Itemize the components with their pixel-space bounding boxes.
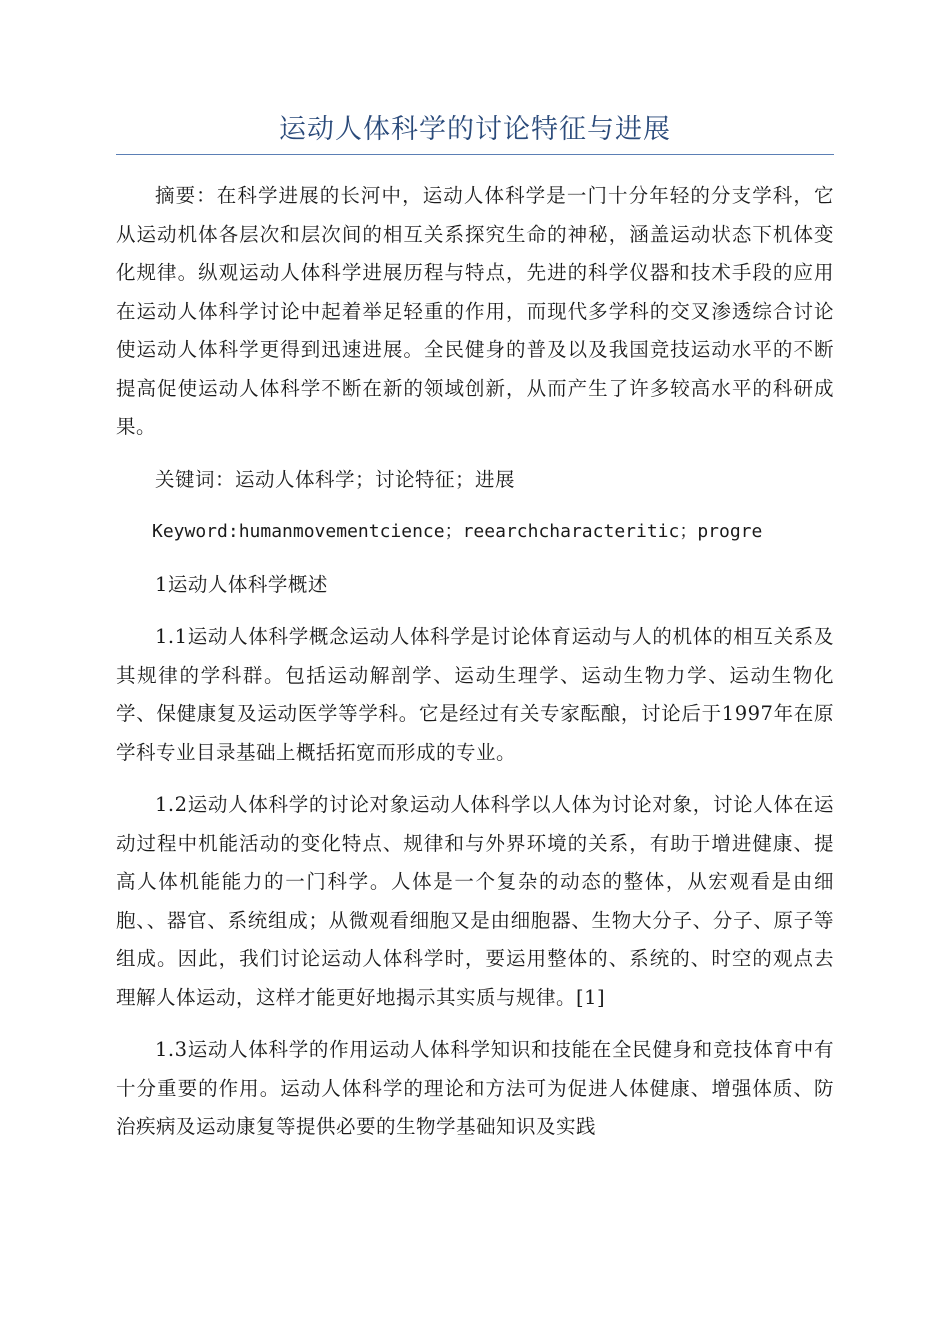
keywords-en: Keyword:humanmovementcience；reearchcharacteritic；progre [152,521,763,542]
document-page [116,108,834,1147]
section-1-2-paragraph: 1.2运动人体科学的讨论对象运动人体科学以人体为讨论对象，讨论人体在运动过程中机能活动的变化特点、规律和与外界环境的关系，有助于增进健康、提高人体机能能力的一门科学。人体是一个复杂的动态的整体，从宏观看是由细胞、、器官、系统组成；从微观看细胞又是由细胞器、生物大分子、分子、原子等组成。因此，我们讨论运动人体科学时，要运用整体的、系统的、时空的观点去理解人体运动，这样才能更好地揭示其实质与规律。[1] [116,793,834,1009]
keywords-cn: 关键词：运动人体科学；讨论特征；进展 [155,467,516,491]
section-heading: 1运动人体科学概述 [155,572,328,596]
abstract-paragraph: 摘要：在科学进展的长河中，运动人体科学是一门十分年轻的分支学科，它从运动机体各层次和层次间的相互关系探究生命的神秘，涵盖运动状态下机体变化规律。纵观运动人体科学进展历程与特点，先进的科学仪器和技术手段的应用在运动人体科学讨论中起着举足轻重的作用，而现代多学科的交叉渗透综合讨论使运动人体科学更得到迅速进展。全民健身的普及以及我国竞技运动水平的不断提高促使运动人体科学不断在新的领域创新，从而产生了许多较高水平的科研成果。 [116,184,834,438]
section-1-1-paragraph: 1.1运动人体科学概念运动人体科学是讨论体育运动与人的机体的相互关系及其规律的学科群。包括运动解剖学、运动生理学、运动生物力学、运动生物化学、保健康复及运动医学等学科。它是经过有关专家酝酿，讨论后于1997年在原学科专业目录基础上概括拓宽而形成的专业。 [116,625,834,764]
document-title: 运动人体科学的讨论特征与进展 [116,108,834,155]
section-1-3-paragraph: 1.3运动人体科学的作用运动人体科学知识和技能在全民健身和竞技体育中有十分重要的作用。运动人体科学的理论和方法可为促进人体健康、增强体质、防治疾病及运动康复等提供必要的生物学基础知识及实践 [116,1038,834,1138]
